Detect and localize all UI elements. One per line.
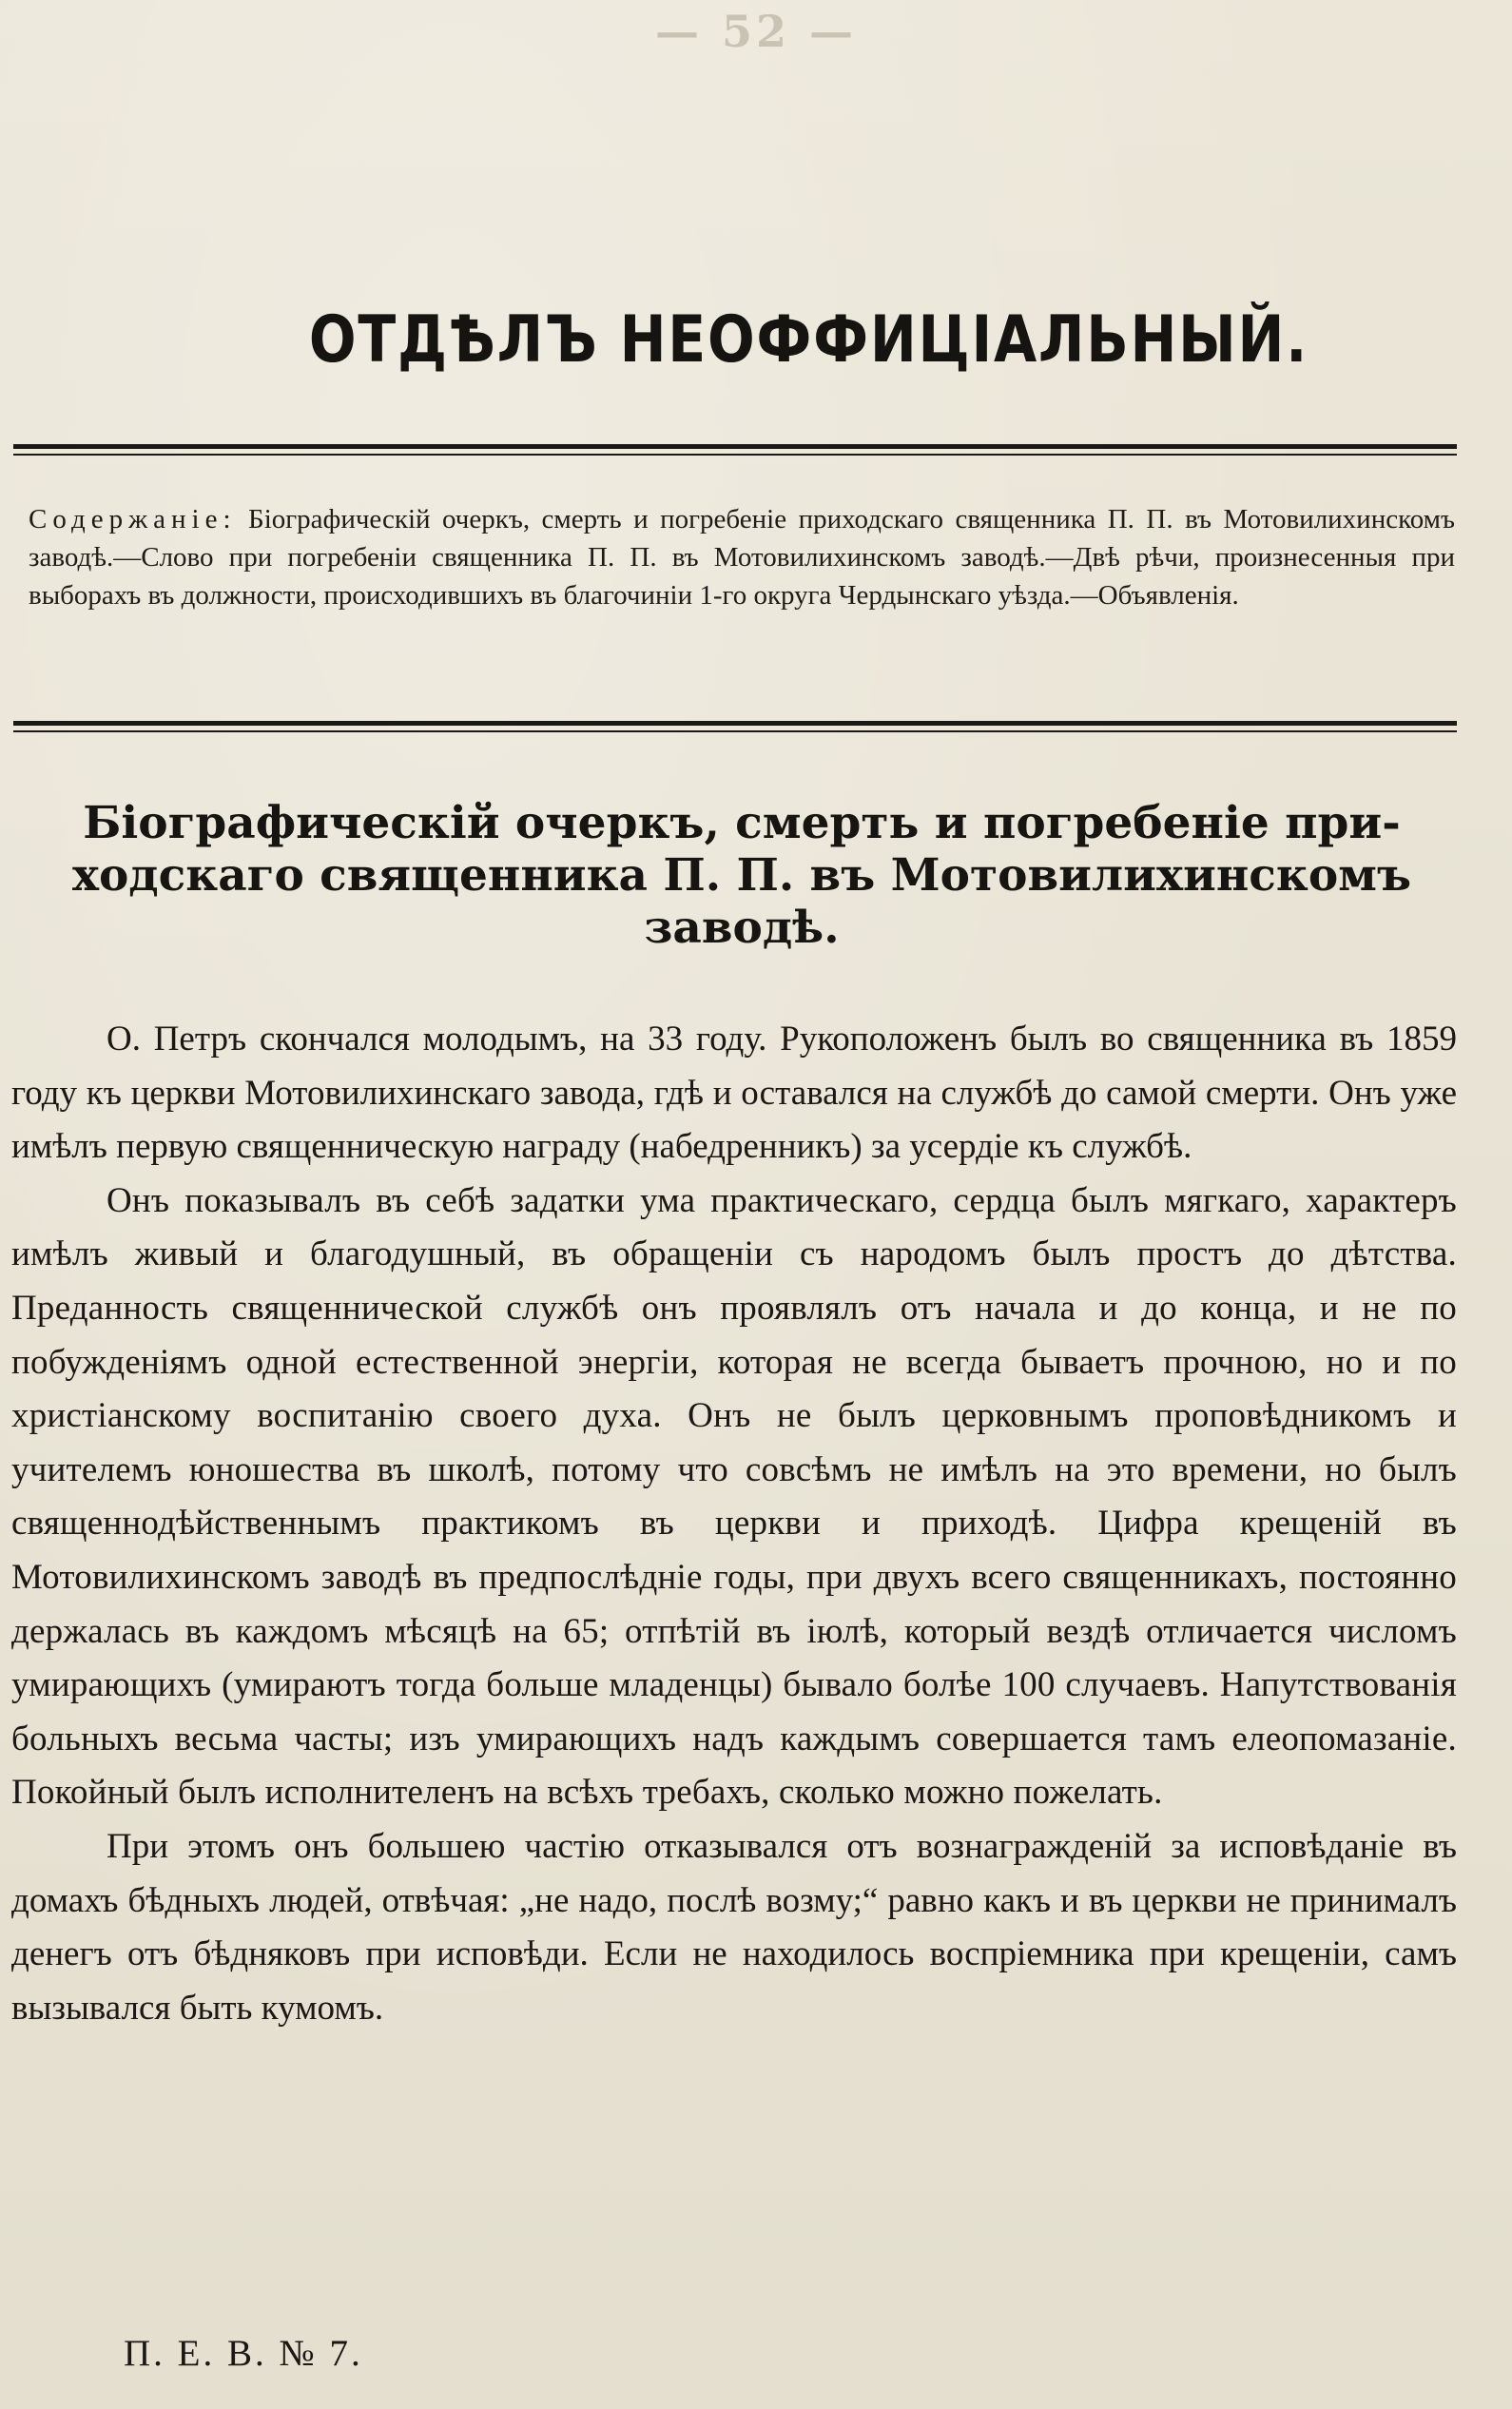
article-title-line: ходскаго священника П. П. въ Мотовилихинскомъ — [71, 849, 1412, 902]
page-number: — 52 — — [654, 6, 858, 57]
contents-text: Біографическій очеркъ, смерть и погребеніе приходскаго священника П. П. въ Мотовилихинскомъ заводѣ.—Слово при погребеніи священника П. П. въ Мотовилихинскомъ заводѣ.—Двѣ рѣчи, произнесенныя при выборахъ въ должности, происходившихъ въ благочиніи 1-го округа Чердынскаго уѣзда.—Объявленія. — [29, 504, 1456, 611]
divider-top — [13, 444, 1457, 456]
article-title — [29, 797, 1455, 954]
article-body — [11, 1013, 1457, 2035]
article-paragraph: Онъ показывалъ въ себѣ задатки ума практическаго, сердца былъ мягкаго, характеръ имѣлъ живый и благодушный, въ обращеніи съ народомъ былъ простъ до дѣтства. Преданность священнической службѣ онъ проявлялъ отъ начала и до конца, и не по побужденіямъ одной естественной энергіи, которая не всегда бываетъ прочною, но и по христіанскому воспитанію своего духа. Онъ не былъ церковнымъ проповѣдникомъ и учителемъ юношества въ школѣ, потому что совсѣмъ не имѣлъ на это времени, но былъ священнодѣйственнымъ практикомъ въ церкви и приходѣ. Цифра крещеній въ Мотовилихинскомъ заводѣ въ предпослѣдніе годы, при двухъ всего священникахъ, постоянно держалась въ каждомъ мѣсяцѣ на 65; отпѣтій въ іюлѣ, который вездѣ отличается числомъ умирающихъ (умираютъ тогда больше младенцы) бывало болѣе 100 случаевъ. Напутствованія больныхъ весьма часты; изъ умирающихъ надъ каждымъ совершается тамъ елеопомазаніе. Покойный былъ исполнителенъ на всѣхъ требахъ, сколько можно пожелать. — [11, 1180, 1457, 1813]
issue-signature: П. Е. В. № 7. — [124, 2333, 363, 2374]
article-paragraph: При этомъ онъ большею частію отказывался отъ вознагражденій за исповѣданіе въ домахъ бѣдныхъ людей, отвѣчая: „не надо, послѣ возму;“ равно какъ и въ церкви не принималъ денегъ отъ бѣдняковъ при исповѣди. Если не находилось воспріемника при крещеніи, самъ вызывался быть кумомъ. — [11, 1826, 1457, 2028]
article-title-line: Біографическій очеркъ, смерть и погребеніе при- — [83, 797, 1401, 849]
divider-bottom — [13, 721, 1457, 732]
table-of-contents — [29, 500, 1455, 614]
section-title: ОТДѢЛЪ НЕОФФИЦІАЛЬНЫЙ. — [308, 302, 1309, 378]
article-title-line: заводѣ. — [644, 902, 840, 954]
contents-label: Содержаніе: — [29, 504, 237, 534]
article-paragraph: О. Петръ скончался молодымъ, на 33 году. Рукоположенъ былъ во священника въ 1859 году къ церкви Мотовилихинскаго завода, гдѣ и оставался на службѣ до самой смерти. Онъ уже имѣлъ первую священническую награду (набедренникъ) за усердіе къ службѣ. — [11, 1020, 1457, 1167]
